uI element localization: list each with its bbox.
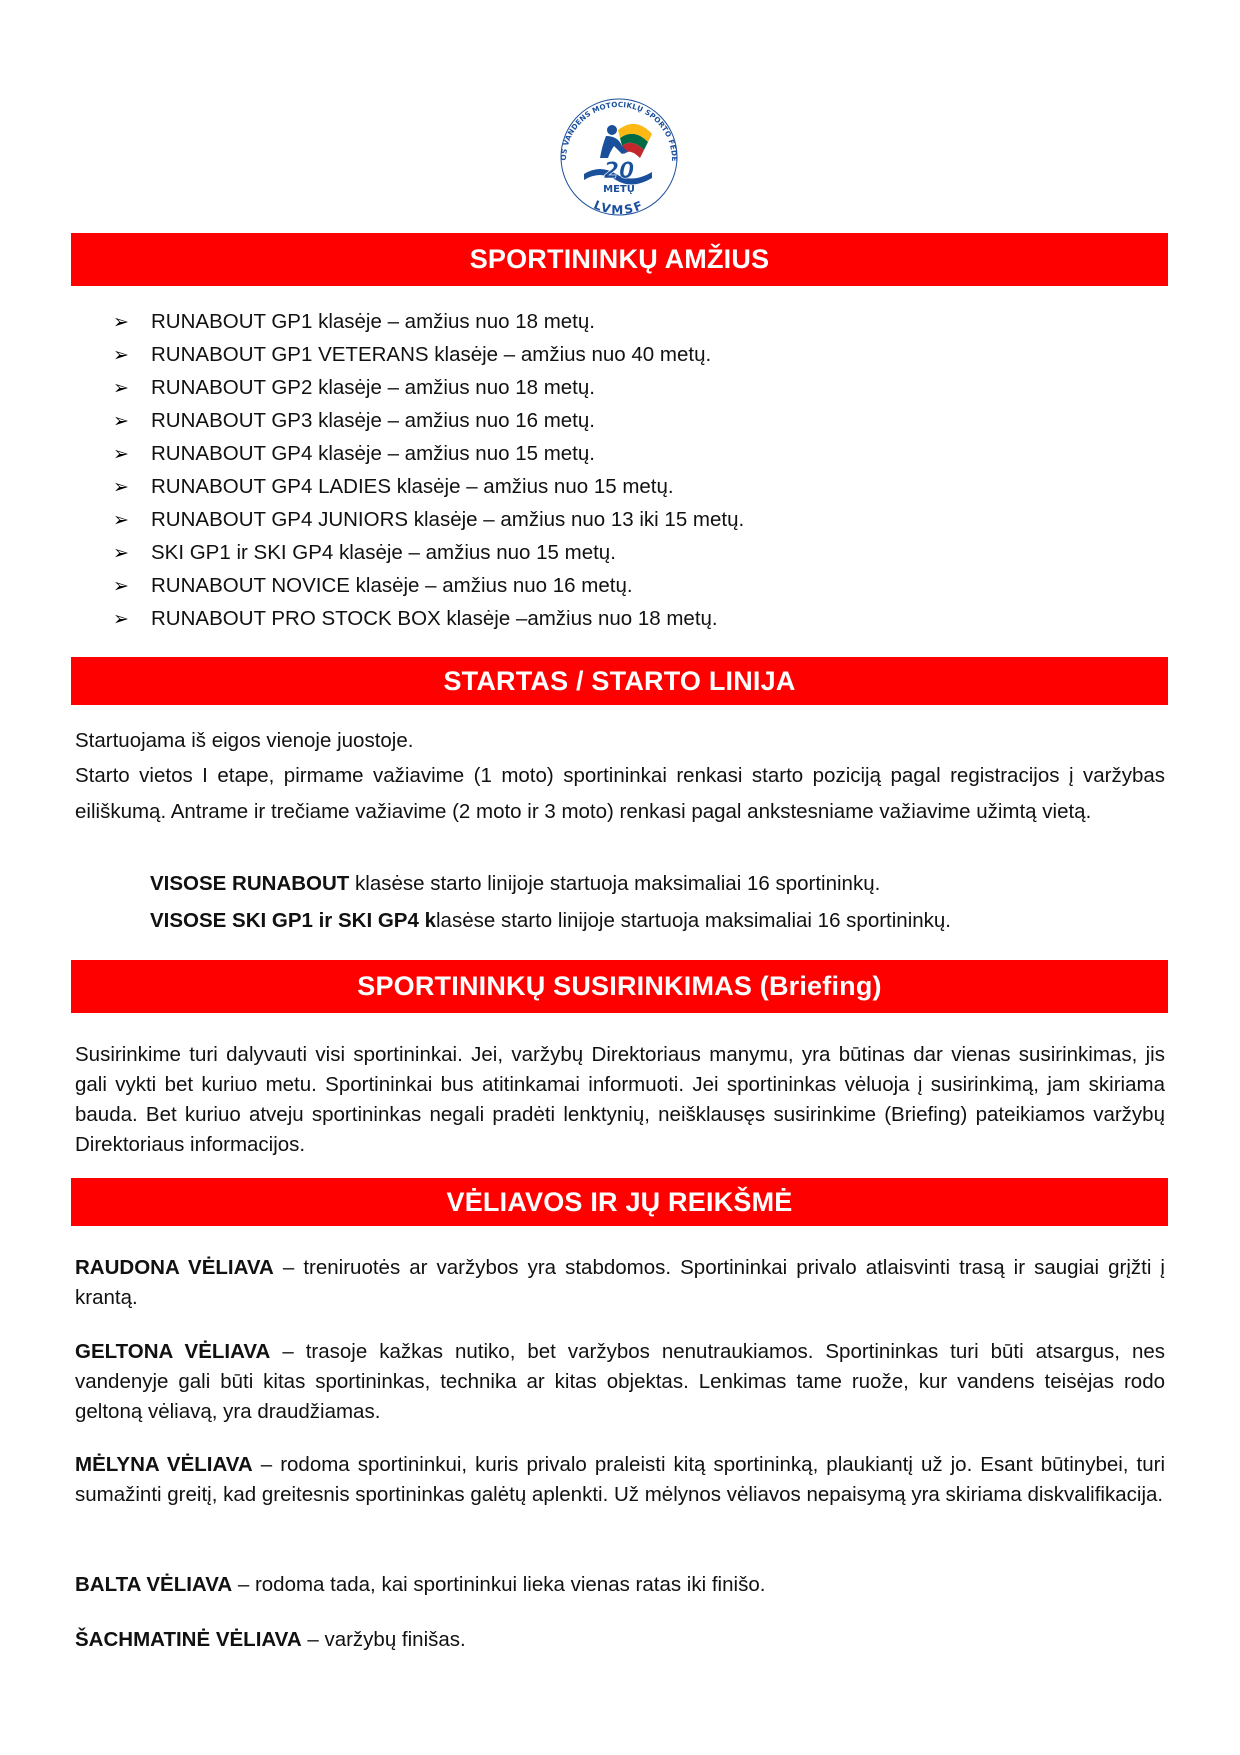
- arrow-bullet-icon: ➢: [113, 378, 129, 399]
- age-requirement-text: RUNABOUT GP1 klasėje – amžius nuo 18 metų.: [151, 310, 595, 333]
- start-ski-text: lasėse starto linijoje startuoja maksimaliai 16 sportininkų.: [435, 909, 951, 932]
- flag-name: ŠACHMATINĖ VĖLIAVA: [75, 1628, 302, 1651]
- section-title-age: SPORTININKŲ AMŽIUS: [71, 233, 1168, 286]
- flag-item-blue: [75, 1450, 1165, 1510]
- age-requirement-text: RUNABOUT GP1 VETERANS klasėje – amžius nuo 40 metų.: [151, 343, 712, 366]
- age-requirement-text: RUNABOUT PRO STOCK BOX klasėje –amžius nuo 18 metų.: [151, 607, 718, 630]
- briefing-paragraph: Susirinkime turi dalyvauti visi sportininkai. Jei, varžybų Direktoriaus manymu, yra būtinas dar vienas susirinkimas, jis gali vykti bet kuriuo metu. Sportininkai bus atitinkamai informuoti. Jei sportininkas vėluoja į susirinkimą, jam skiriama bauda. Bet kuriuo atveju sportininkas negali pradėti lenktynių, neišklausęs susirinkime (Briefing) pateikiamos varžybų Direktoriaus informacijos.: [75, 1043, 1165, 1156]
- flag-item-yellow: [75, 1337, 1165, 1427]
- age-list-item: [113, 503, 744, 536]
- arrow-bullet-icon: ➢: [113, 609, 129, 630]
- start-paragraph-1: Startuojama iš eigos vienoje juostoje.: [75, 729, 414, 752]
- age-requirement-text: RUNABOUT GP4 klasėje – amžius nuo 15 metų.: [151, 442, 595, 465]
- flag-description: – rodoma tada, kai sportininkui lieka vienas ratas iki finišo.: [232, 1573, 766, 1596]
- age-list-item: [113, 470, 744, 503]
- arrow-bullet-icon: ➢: [113, 543, 129, 564]
- logo-abbr: LVMSF: [591, 197, 647, 218]
- flag-name: RAUDONA VĖLIAVA: [75, 1256, 274, 1279]
- section-title-start: STARTAS / STARTO LINIJA: [71, 657, 1168, 705]
- federation-logo: [548, 86, 690, 228]
- flag-description: – treniruotės ar varžybos yra stabdomos. Sportininkai privalo atlaisvinti trasą ir saugiai grįžti į krantą.: [75, 1256, 1165, 1309]
- flag-description: – varžybų finišas.: [301, 1628, 466, 1651]
- arrow-bullet-icon: ➢: [113, 477, 129, 498]
- flag-description: – rodoma sportininkui, kuris privalo praleisti kitą sportininką, plaukiantį už jo. Esant būtinybei, turi sumažinti greitį, kad greitesnis sportininkas galėtų aplenkti. Už mėlynos vėliavos nepaisymą yra skiriama diskvalifikacija.: [75, 1453, 1165, 1506]
- age-list-item: [113, 305, 744, 338]
- age-list-item: [113, 602, 744, 635]
- arrow-bullet-icon: ➢: [113, 444, 129, 465]
- arrow-bullet-icon: ➢: [113, 411, 129, 432]
- age-list-item: [113, 437, 744, 470]
- age-requirement-text: SKI GP1 ir SKI GP4 klasėje – amžius nuo 15 metų.: [151, 541, 616, 564]
- flag-description: – trasoje kažkas nutiko, bet varžybos nenutraukiamos. Sportininkas turi būti atsargus, nes vandenyje gali būti kitas sportininkas, technika ar kitas objektas. Lenkimas tame ruože, kur vandens teisėjas rodo geltoną vėliavą, yra draudžiamas.: [75, 1340, 1165, 1423]
- logo-number: 20: [603, 159, 635, 184]
- flag-item-white: [75, 1570, 1165, 1600]
- age-requirements-list: [113, 305, 744, 635]
- section-title-briefing: SPORTININKŲ SUSIRINKIMAS (Briefing): [71, 960, 1168, 1013]
- age-requirement-text: RUNABOUT NOVICE klasėje – amžius nuo 16 metų.: [151, 574, 633, 597]
- age-list-item: [113, 338, 744, 371]
- start-ski-label: VISOSE SKI GP1 ir SKI GP4 k: [150, 909, 436, 932]
- start-runabout-label: VISOSE RUNABOUT: [150, 872, 350, 895]
- start-ski-limit: [150, 903, 1150, 939]
- logo-years: METŲ: [603, 184, 635, 195]
- start-runabout-limit: [150, 866, 1150, 902]
- age-list-item: [113, 536, 744, 569]
- section-title-flags: VĖLIAVOS IR JŲ REIKŠMĖ: [71, 1178, 1168, 1226]
- age-requirement-text: RUNABOUT GP3 klasėje – amžius nuo 16 metų.: [151, 409, 595, 432]
- age-list-item: [113, 371, 744, 404]
- age-list-item: [113, 569, 744, 602]
- flag-name: MĖLYNA VĖLIAVA: [75, 1453, 253, 1476]
- flag-name: BALTA VĖLIAVA: [75, 1573, 233, 1596]
- start-paragraph-2: Starto vietos I etape, pirmame važiavime (1 moto) sportininkai renkasi starto poziciją pagal registracijos į varžybas eiliškumą. Antrame ir trečiame važiavime (2 moto ir 3 moto) renkasi pagal ankstesniame važiavime užimtą vietą.: [75, 764, 1165, 823]
- flag-item-red: [75, 1253, 1165, 1313]
- flag-item-checkered: [75, 1625, 1165, 1655]
- age-requirement-text: RUNABOUT GP2 klasėje – amžius nuo 18 metų.: [151, 376, 595, 399]
- arrow-bullet-icon: ➢: [113, 345, 129, 366]
- flag-name: GELTONA VĖLIAVA: [75, 1340, 271, 1363]
- logo-arc-text: OS VANDENS MOTOCIKLŲ SPORTO FEDE: [558, 99, 680, 162]
- age-requirement-text: RUNABOUT GP4 JUNIORS klasėje – amžius nuo 13 iki 15 metų.: [151, 508, 745, 531]
- arrow-bullet-icon: ➢: [113, 312, 129, 333]
- arrow-bullet-icon: ➢: [113, 576, 129, 597]
- arrow-bullet-icon: ➢: [113, 510, 129, 531]
- federation-logo-graphic: [548, 86, 690, 228]
- age-requirement-text: RUNABOUT GP4 LADIES klasėje – amžius nuo 15 metų.: [151, 475, 674, 498]
- age-list-item: [113, 404, 744, 437]
- start-runabout-text: klasėse starto linijoje startuoja maksimaliai 16 sportininkų.: [349, 872, 881, 895]
